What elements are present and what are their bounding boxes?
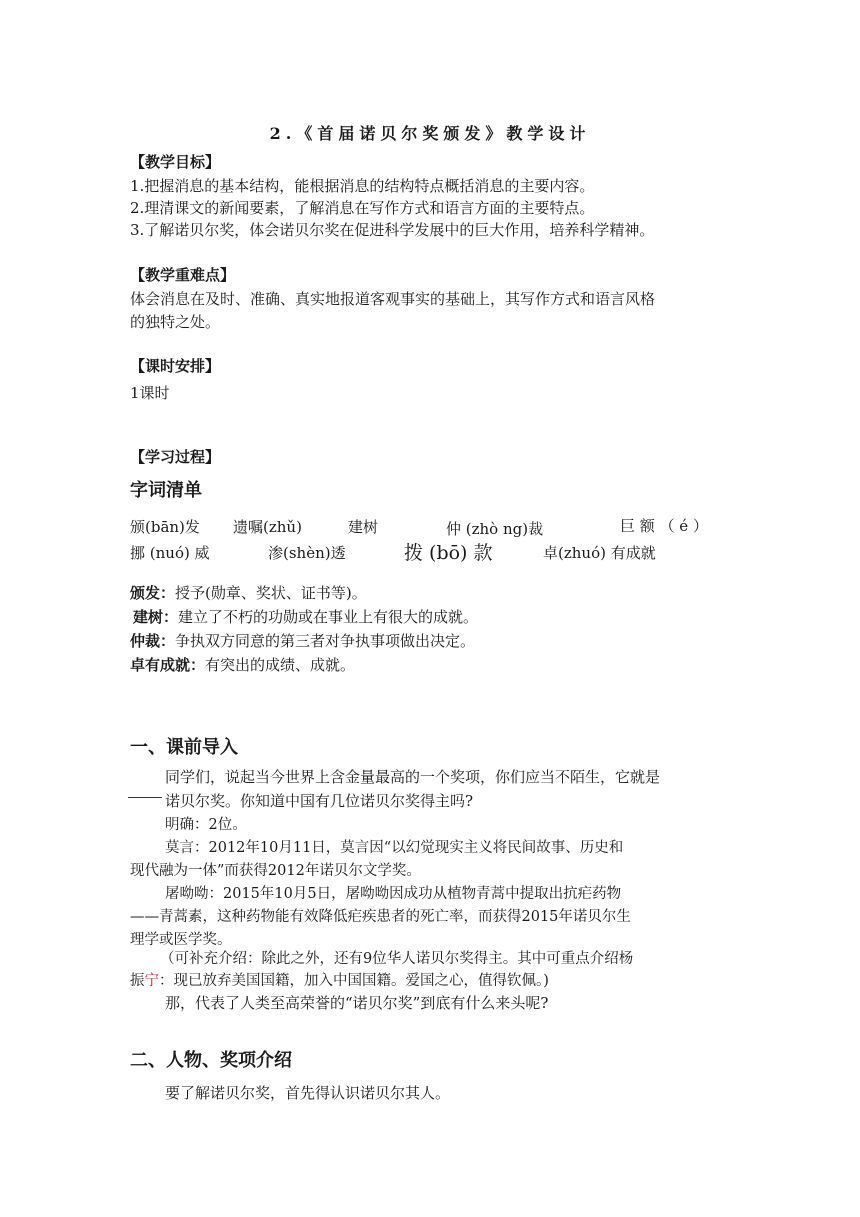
tuyouyou-line: 理学或医学奖。 — [130, 932, 232, 948]
section1-paragraph-line: 同学们，说起当今世界上含金量最高的一个奖项，你们应当不陌生，它就是 — [165, 768, 661, 786]
vocab-word: 巨 额 （ é ） — [620, 517, 708, 535]
tuyouyou-line: 屠呦呦：2015年10月5日，屠呦呦因成功从植物青蒿中提取出抗疟药物 — [165, 886, 622, 902]
definition-item — [130, 654, 355, 675]
definition-text: 授予(勋章、奖状、证书等)。 — [175, 584, 367, 602]
moyan-line: 莫言：2012年10月11日，莫言因“以幻觉现实主义将民间故事、历史和 — [165, 840, 624, 856]
moyan-line: 现代融为一体”而获得2012年诺贝尔文学奖。 — [130, 863, 421, 879]
vocab-word: 拨 (bō) 款 — [404, 542, 493, 564]
difficulty-line-1: 体会消息在及时、准确、真实地报道客观事实的基础上，其写作方式和语言风格 — [130, 290, 656, 308]
definition-item — [130, 582, 367, 603]
section2-paragraph: 要了解诺贝尔奖，首先得认识诺贝尔其人。 — [165, 1084, 451, 1102]
section1-paragraph-line: 诺贝尔奖。你知道中国有几位诺贝尔奖得主吗? — [165, 792, 474, 810]
document-title: 2.《首届诺贝尔奖颁发》教学设计 — [269, 124, 591, 143]
vocab-word: 颁(bān)发 — [130, 518, 200, 536]
definition-item — [133, 606, 478, 627]
vocab-word: 仲 (zhò ng)裁 — [446, 520, 544, 538]
difficulty-line-2: 的独特之处。 — [130, 313, 221, 331]
definition-item — [130, 630, 475, 651]
schedule-text: 1课时 — [130, 384, 170, 402]
highlighted-char: 宁 — [144, 973, 159, 989]
supplement-line: （可补充介绍：除此之外，还有9位华人诺贝尔奖得主。其中可重点介绍杨 — [160, 951, 634, 967]
supplement-text: 振 — [130, 973, 145, 989]
section2-heading: 二、人物、奖项介绍 — [130, 1050, 292, 1071]
definition-text: 有突出的成绩、成就。 — [205, 656, 356, 674]
goal-item-1: 1.把握消息的基本结构，能根据消息的结构特点概括消息的主要内容。 — [130, 177, 595, 195]
definition-term: 建树： — [133, 608, 179, 626]
vocab-word: 卓(zhuó) 有成就 — [543, 544, 656, 562]
vocab-heading: 字词清单 — [130, 480, 202, 501]
definition-text: 建立了不朽的功勋或在事业上有很大的成就。 — [178, 608, 479, 626]
goals-heading: 【教学目标】 — [130, 153, 221, 171]
definition-text: 争执双方同意的第三者对争执事项做出决定。 — [175, 632, 476, 650]
supplement-line — [130, 969, 549, 990]
vocab-word: 挪 (nuó) 威 — [130, 544, 210, 562]
answer-text: 明确：2位。 — [165, 817, 247, 833]
definition-term: 仲裁： — [130, 632, 176, 650]
section1-heading: 一、课前导入 — [130, 737, 238, 758]
vocab-word: 建树 — [348, 518, 379, 536]
tuyouyou-line: ——青蒿素，这种药物能有效降低疟疾患者的死亡率，而获得2015年诺贝尔生 — [130, 909, 631, 925]
supplement-text: ：现已放弃美国国籍，加入中国国籍。爱国之心，值得钦佩。) — [159, 973, 549, 989]
definition-term: 卓有成就： — [130, 656, 206, 674]
goal-item-2: 2.理清课文的新闻要素，了解消息在写作方式和语言方面的主要特点。 — [130, 199, 595, 217]
definition-term: 颁发： — [130, 584, 176, 602]
closing-question: 那，代表了人类至高荣誉的“诺贝尔奖”到底有什么来头呢? — [165, 994, 549, 1012]
schedule-heading: 【课时安排】 — [130, 357, 221, 375]
vocab-word: 遗嘱(zhǔ) — [233, 518, 302, 536]
process-heading: 【学习过程】 — [130, 448, 221, 466]
goal-item-3: 3.了解诺贝尔奖，体会诺贝尔奖在促进科学发展中的巨大作用，培养科学精神。 — [130, 221, 655, 239]
vocab-word: 渗(shèn)透 — [268, 544, 346, 562]
difficulty-heading: 【教学重难点】 — [130, 266, 236, 284]
margin-mark — [128, 797, 162, 798]
